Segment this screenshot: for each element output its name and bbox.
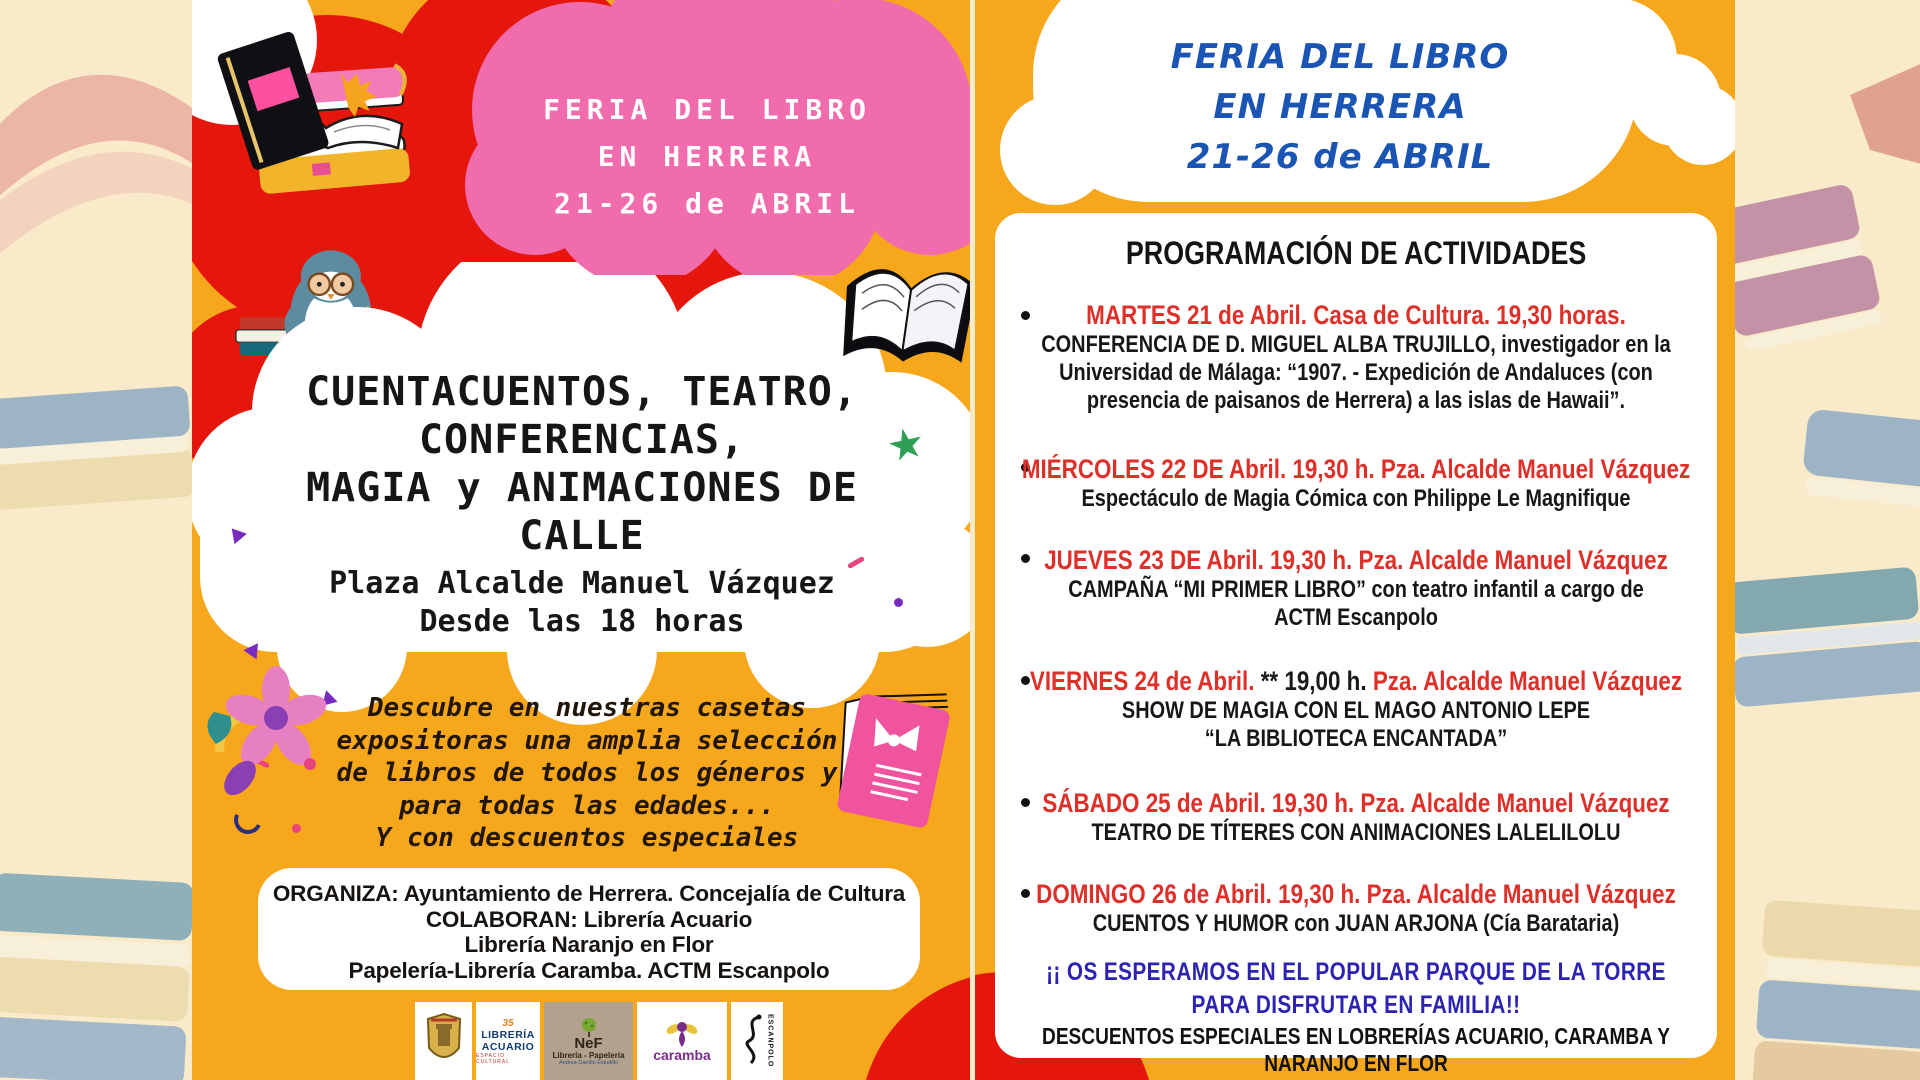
programme-box: [995, 213, 1717, 1076]
logo-caramba: [637, 1002, 727, 1080]
confetti: [232, 526, 249, 544]
event-viernes-24: [1016, 665, 1697, 753]
event-date: MARTES 21 de Abril. Casa de Cultura. 19,30 horas.: [1086, 300, 1626, 330]
event-place: Pza. Alcalde Manuel Vázquez: [1372, 666, 1683, 696]
event-miercoles-22: [1016, 453, 1697, 513]
caramba-bird-icon: [665, 1019, 699, 1047]
closing-invitation-line: ¡¡ OS ESPERAMOS EN EL POPULAR PARQUE DE LA TORRE: [1046, 958, 1666, 986]
event-detail: SHOW DE MAGIA CON EL MAGO ANTONIO LEPE: [1121, 697, 1591, 724]
promo-line: Descubre en nuestras casetas: [367, 693, 807, 723]
venue-line: Desde las 18 horas: [419, 604, 745, 639]
event-date: DOMINGO 26 de Abril. 19,30 h. Pza. Alcalde Manuel Vázquez: [1036, 879, 1676, 909]
coat-of-arms-icon: [425, 1012, 463, 1070]
logo-libreria-acuario: [476, 1002, 540, 1080]
flower-illustration: [206, 660, 326, 805]
promo-line: para todas las edades...: [399, 790, 775, 821]
venue-line: Plaza Alcalde Manuel Vázquez: [329, 566, 835, 601]
right-cloud-title-line: FERIA DEL LIBRO: [1170, 37, 1510, 77]
escanpolo-name: ESCANPOLO: [766, 1014, 774, 1068]
programme-title-text: PROGRAMACIÓN DE ACTIVIDADES: [1125, 235, 1587, 271]
promo-line: expositoras una amplia selección: [336, 725, 838, 756]
event-detail: ACTM Escanpolo: [1274, 604, 1438, 631]
headline-line: CONFERENCIAS,: [418, 417, 746, 463]
left-poster: [192, 0, 970, 1080]
logo-escudo-herrera: [415, 1002, 472, 1080]
left-cloud-title-line: FERIA DEL LIBRO: [543, 93, 871, 126]
escanpolo-mark-icon: [741, 1013, 765, 1069]
event-date: MIÉRCOLES 22 DE Abril. 19,30 h. Pza. Alcalde Manuel Vázquez: [1021, 454, 1691, 484]
event-detail: CUENTOS Y HUMOR con JUAN ARJONA (Cía Barataria): [1092, 910, 1620, 937]
acuario-35: 35: [502, 1017, 514, 1029]
acuario-name: LIBRERÍA: [481, 1028, 535, 1041]
credits-line: Papelería-Librería Caramba. ACTM Escanpolo: [348, 957, 830, 983]
event-detail: CONFERENCIA DE D. MIGUEL ALBA TRUJILLO, investigador en la Universidad de Málaga: “1907. - Expedición de Andaluces (con presencia de paisanos de Herrera) a las islas de Hawaii”.: [1041, 331, 1671, 414]
right-cloud-title: [1060, 32, 1620, 182]
event-date: VIERNES 24 de Abril.: [1029, 666, 1255, 696]
credits-line: Librería Naranjo en Flor: [464, 932, 714, 957]
event-detail: TEATRO DE TÍTERES CON ANIMACIONES LALELILOLU: [1091, 819, 1621, 846]
nef-facebook: Andrea Carrillo Estudillo: [559, 1059, 618, 1066]
logo-nef-papeleria: [544, 1002, 633, 1080]
background-books-right: [1720, 0, 1920, 1080]
acuario-name: ACUARIO: [481, 1040, 535, 1053]
right-cloud-title-line: 21-26 de ABRIL: [1186, 137, 1494, 177]
event-detail: CAMPAÑA “MI PRIMER LIBRO” con teatro infantil a cargo de: [1068, 576, 1644, 603]
left-headline: [247, 368, 917, 560]
event-sabado-25: [1016, 787, 1697, 847]
closing-discounts-line: DESCUENTOS ESPECIALES EN LOBRERÍAS ACUARIO, CARAMBA Y NARANJO EN FLOR: [1042, 1023, 1670, 1076]
logo-escanpolo: [731, 1002, 783, 1080]
left-cloud-title: [472, 86, 942, 227]
event-jueves-23: [1016, 544, 1697, 632]
confetti: [230, 802, 266, 838]
event-date: SÁBADO 25 de Abril. 19,30 h. Pza. Alcalde Manuel Vázquez: [1042, 788, 1670, 818]
nef-subtitle: Librería - Papelería: [552, 1050, 625, 1060]
left-cloud-title-line: EN HERRERA: [597, 140, 817, 173]
credits-line: ORGANIZA: Ayuntamiento de Herrera. Concejalía de Cultura: [272, 881, 906, 906]
venue-info: [247, 565, 917, 641]
acuario-subtitle: ESPACIO CULTURAL: [476, 1052, 511, 1065]
event-time: ** 19,00 h.: [1254, 666, 1373, 696]
event-martes-21: [1016, 299, 1697, 415]
event-detail: “LA BIBLIOTECA ENCANTADA”: [1204, 725, 1508, 752]
event-domingo-26: [1016, 878, 1697, 938]
promo-line: de libros de todos los géneros y: [336, 758, 838, 788]
nef-tree-icon: [578, 1017, 600, 1037]
credits-line: COLABORAN: Librería Acuario: [425, 906, 753, 932]
programme-title: [995, 235, 1717, 272]
promo-text: [282, 692, 892, 855]
promo-line: Y con descuentos especiales: [375, 823, 799, 853]
background-books-left: [0, 0, 200, 1080]
headline-line: MAGIA y ANIMACIONES DE: [306, 465, 858, 511]
sponsor-logos: [415, 1002, 783, 1080]
caramba-name: caramba: [653, 1047, 711, 1063]
credits-box: [258, 868, 920, 990]
right-cloud-title-line: EN HERRERA: [1213, 87, 1467, 127]
closing-invitation-line: PARA DISFRUTAR EN FAMILIA!!: [1191, 991, 1521, 1019]
headline-line: CALLE: [519, 513, 645, 559]
books-stack-illustration: [214, 30, 419, 205]
headline-line: CUENTACUENTOS, TEATRO,: [306, 369, 858, 415]
event-detail: Espectáculo de Magia Cómica con Philippe Le Magnifique: [1081, 485, 1631, 512]
left-cloud-title-line: 21-26 de ABRIL: [553, 187, 860, 220]
event-date: JUEVES 23 DE Abril. 19,30 h. Pza. Alcalde Manuel Vázquez: [1044, 545, 1668, 575]
right-poster: [975, 0, 1735, 1080]
nef-name: NeF: [574, 1034, 603, 1052]
